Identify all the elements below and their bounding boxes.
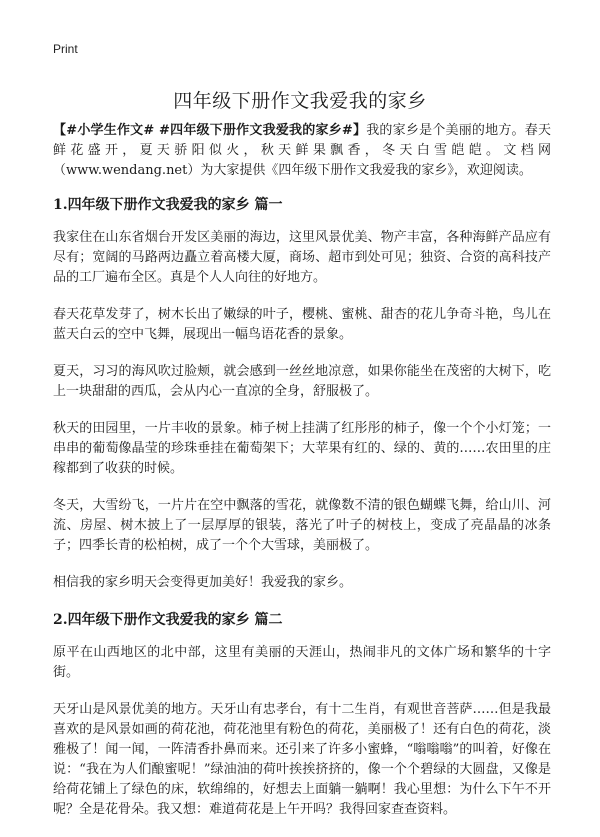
print-link[interactable]: Print [53, 42, 78, 56]
intro-text: 我的家乡是个美丽的地方。春天鲜花盛开，夏天骄阳似火，秋天鲜果飘香，冬天白雪皑皑。文档网（www.wendang.net）为大家提供《四年级下册作文我爱我的家乡》，欢迎阅读。 [53, 123, 551, 178]
section-1-paragraph-2: 春天花草发芽了，树木长出了嫩绿的叶子，樱桃、蜜桃、甜杏的花儿争奇斗艳，鸟儿在蓝天白云的空中飞舞，展现出一幅鸟语花香的景象。 [53, 307, 551, 342]
section-heading-2: 2.四年级下册作文我爱我的家乡 篇二 [53, 612, 283, 628]
section-2-paragraph-2: 天牙山是风景优美的地方。天牙山有忠孝台，有十二生肖，有观世音菩萨……但是我最喜欢的是风景如画的荷花池，荷花池里有粉色的荷花，美丽极了！还有白色的荷花，淡雅极了！闻一闻，一阵清香扑鼻而来。还引来了许多小蜜蜂，“嗡嗡嗡”的叫着，好像在说：“我在为人们酿蜜呢！”绿油油的荷叶挨挨挤挤的，像一个个碧绿的大圆盘，又像是给荷花铺上了绿色的床，软绵绵的，好想去上面躺一躺啊！我心里想：为什么下午不开呢？全是花骨朵。我又想：难道荷花是上午开吗？我得回家查查资料。 [53, 702, 551, 817]
section-1-paragraph-4: 秋天的田园里，一片丰收的景象。柿子树上挂满了红彤彤的柿子，像一个个小灯笼；一串串的葡萄像晶莹的珍珠垂挂在葡萄架下；大苹果有红的、绿的、黄的……农田里的庄稼都到了收获的时候。 [53, 421, 551, 476]
section-heading-1: 1.四年级下册作文我爱我的家乡 篇一 [53, 197, 283, 213]
section-1-paragraph-6: 相信我的家乡明天会变得更加美好！我爱我的家乡。 [53, 575, 353, 590]
section-1-paragraph-1: 我家住在山东省烟台开发区美丽的海边，这里风景优美、物产丰富，各种海鲜产品应有尽有；宽阔的马路两边矗立着高楼大厦，商场、超市到处可见；独资、合资的高科技产品的工厂遍布全区。真是个人人向往的好地方。 [53, 230, 551, 285]
article-body [53, 121, 551, 837]
section-1-paragraph-3: 夏天，习习的海风吹过脸颊，就会感到一丝丝地凉意，如果你能坐在茂密的大树下，吃上一块甜甜的西瓜，会从内心一直凉的全身，舒服极了。 [53, 364, 551, 399]
section-1-paragraph-5: 冬天，大雪纷飞，一片片在空中飘落的雪花，就像数不清的银色蝴蝶飞舞，给山川、河流、房屋、树木披上了一层厚厚的银装，落光了叶子的树枝上，变成了亮晶晶的冰条子；四季长青的松柏树，成了一个个大雪球，美丽极了。 [53, 498, 551, 553]
page-title: 四年级下册作文我爱我的家乡 [173, 90, 427, 112]
intro-paragraph [53, 121, 551, 181]
intro-tags: 【#小学生作文# #四年级下册作文我爱我的家乡#】 [53, 123, 367, 138]
section-2-paragraph-1: 原平在山西地区的北中部，这里有美丽的天涯山，热闹非凡的文体广场和繁华的十字街。 [53, 645, 551, 680]
